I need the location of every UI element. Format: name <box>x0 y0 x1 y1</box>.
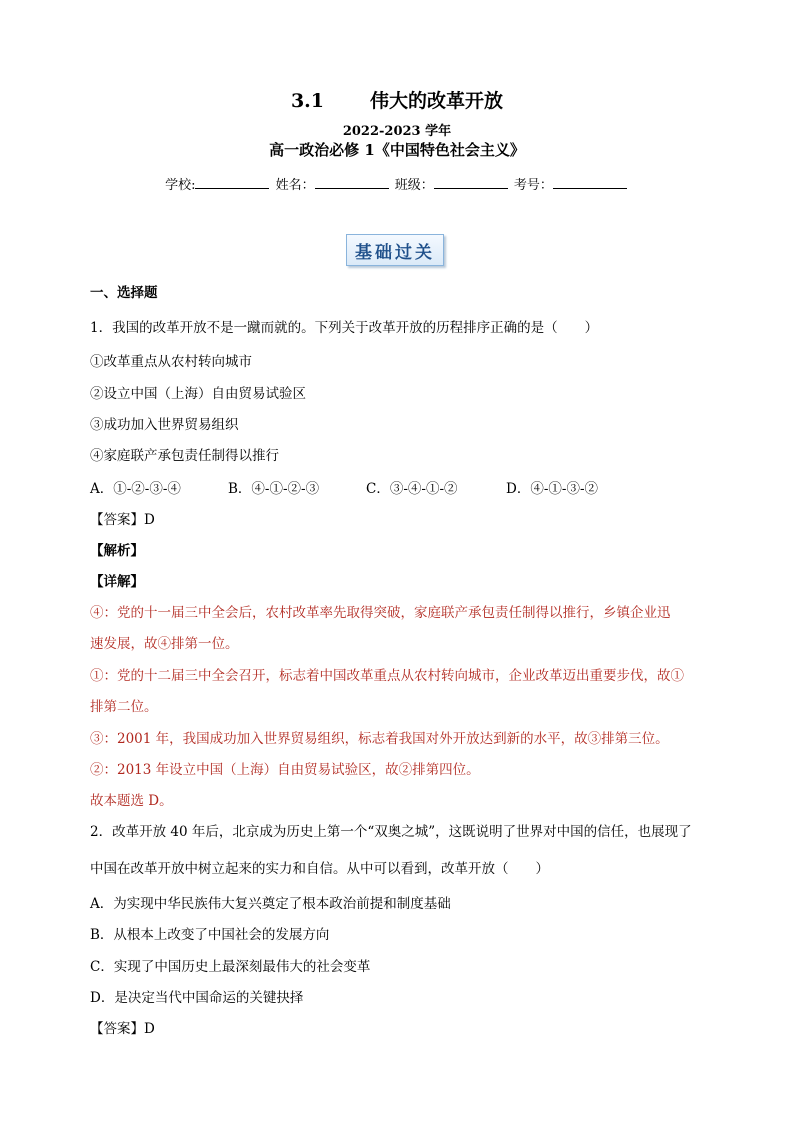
q1-explanation-line-4: 排第二位。 <box>90 699 158 715</box>
exam-number-label: 考号： <box>513 178 553 193</box>
q1-item-2: ②设立中国（上海）自由贸易试验区 <box>90 386 306 402</box>
name-blank[interactable] <box>315 176 389 189</box>
q2-option-c: C．实现了中国历史上最深刻最伟大的社会变革 <box>90 959 371 975</box>
q2-stem-line-2: 中国在改革开放中树立起来的实力和自信。从中可以看到，改革开放（ ） <box>90 861 549 877</box>
q1-option-d: D．④-①-③-② <box>506 481 599 497</box>
q2-stem-line-1: 2．改革开放 40 年后，北京成为历史上第一个“双奥之城”，这既说明了世界对中国的信任，也展现了 <box>90 824 692 840</box>
q1-item-3: ③成功加入世界贸易组织 <box>90 417 239 433</box>
name-label: 姓名： <box>275 178 315 193</box>
q1-conclusion: 故本题选 D。 <box>90 793 173 809</box>
page-title <box>0 86 794 113</box>
lesson-number: 3.1 <box>290 90 325 112</box>
exam-number-blank[interactable] <box>553 176 627 189</box>
q1-item-4: ④家庭联产承包责任制得以推行 <box>90 448 279 464</box>
q1-item-1: ①改革重点从农村转向城市 <box>90 354 252 370</box>
q1-explanation-line-5: ③：2001 年，我国成功加入世界贸易组织，标志着我国对外开放达到新的水平，故③排第三位。 <box>90 731 669 747</box>
q1-option-c: C．③-④-①-② <box>366 481 458 497</box>
student-info-line <box>0 174 794 193</box>
q1-answer: 【答案】D <box>90 512 155 528</box>
course-name: 高一政治必修 1《中国特色社会主义》 <box>269 141 525 159</box>
q1-explanation-line-6: ②：2013 年设立中国（上海）自由贸易试验区，故②排第四位。 <box>90 762 480 778</box>
q1-options <box>90 477 598 497</box>
q1-detail-label: 【详解】 <box>90 574 144 590</box>
section-title: 一、选择题 <box>90 285 158 301</box>
q1-analysis-label: 【解析】 <box>90 543 144 559</box>
section-badge: 基础过关 <box>346 234 444 266</box>
school-label: 学校: <box>165 178 196 193</box>
q1-option-a: A．①-②-③-④ <box>90 481 181 497</box>
lesson-title: 伟大的改革开放 <box>370 90 504 112</box>
q2-option-d: D．是决定当代中国命运的关键抉择 <box>90 990 304 1006</box>
school-blank[interactable] <box>195 176 269 189</box>
q1-explanation-line-1: ④：党的十一届三中全会后，农村改革率先取得突破，家庭联产承包责任制得以推行，乡镇企业迅 <box>90 605 671 621</box>
q2-option-a: A．为实现中华民族伟大复兴奠定了根本政治前提和制度基础 <box>90 896 451 912</box>
q1-explanation-line-3: ①：党的十二届三中全会召开，标志着中国改革重点从农村转向城市，企业改革迈出重要步伐，故① <box>90 668 684 684</box>
school-year: 2022-2023 学年 <box>342 124 452 139</box>
class-label: 班级： <box>394 178 434 193</box>
q2-answer: 【答案】D <box>90 1021 155 1037</box>
q1-option-b: B．④-①-②-③ <box>228 481 320 497</box>
q1-stem: 1．我国的改革开放不是一蹴而就的。下列关于改革开放的历程排序正确的是（ ） <box>90 320 599 336</box>
class-blank[interactable] <box>434 176 508 189</box>
q1-explanation-line-2: 速发展，故④排第一位。 <box>90 636 239 652</box>
q2-option-b: B．从根本上改变了中国社会的发展方向 <box>90 927 330 943</box>
